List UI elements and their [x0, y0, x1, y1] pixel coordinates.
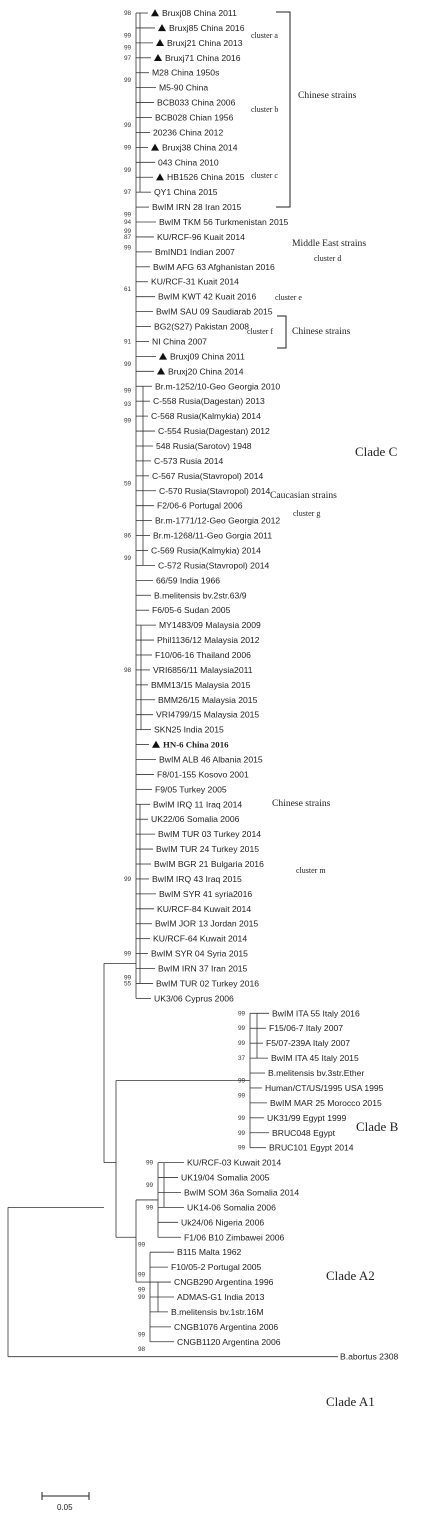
leaf-label: F5/07-239A Italy 2007: [266, 1038, 351, 1049]
leaf-label: BwIM KWT 42 Kuait 2016: [158, 291, 257, 302]
annotation-cluster-f: cluster f: [247, 327, 273, 336]
bootstrap-value: 91: [124, 338, 132, 346]
leaf-label: B.abortus 2308: [340, 1351, 399, 1362]
leaf-label: CNGB290 Argentina 1996: [174, 1277, 274, 1288]
leaf-label: F10/06-16 Thailand 2006: [155, 649, 251, 660]
leaf-label: QY1 China 2015: [154, 187, 218, 198]
annotation-clade-b: Clade B: [356, 1119, 399, 1134]
bootstrap-value: 99: [124, 554, 132, 562]
leaf-label: M5-90 China: [159, 82, 209, 93]
leaf-label: KU/RCF-31 Kuait 2014: [151, 276, 239, 287]
leaf-label: C-569 Rusia(Kalmykia) 2014: [151, 545, 261, 556]
scale-bar: [42, 1492, 89, 1512]
leaf-label: NI China 2007: [152, 336, 207, 347]
leaf-label: C-572 Rusia(Stavropol) 2014: [158, 560, 270, 571]
leaf-label: BwIM AFG 63 Afghanistan 2016: [153, 261, 275, 272]
bootstrap-value: 99: [124, 166, 132, 174]
bootstrap-value: 99: [238, 1077, 246, 1085]
leaf-label: C-568 Rusia(Kalmykia) 2014: [151, 411, 261, 422]
leaf-label: BwIM IRN 37 Iran 2015: [158, 963, 248, 974]
bootstrap-value: 99: [238, 1025, 246, 1033]
triangle-marker: [154, 54, 162, 61]
leaf-label: BwIM SAU 09 Saudiarab 2015: [156, 306, 273, 317]
leaf-label: B115 Malta 1962: [177, 1247, 242, 1258]
annotation-cluster-b: cluster b: [251, 105, 279, 114]
annotation-clade-a2: Clade A2: [326, 1268, 375, 1283]
triangle-marker: [156, 39, 164, 46]
bootstrap-value: 99: [124, 77, 132, 85]
leaf-label: Br.m-1252/10-Geo Georgia 2010: [155, 381, 281, 392]
triangle-marker: [157, 368, 165, 375]
leaf-label: F1/06 B10 Zimbawei 2006: [184, 1232, 285, 1243]
leaf-label: BwIM TUR 24 Turkey 2015: [156, 844, 260, 855]
bootstrap-value: 37: [238, 1055, 246, 1063]
leaf-label: BwIM BGR 21 Bulgaria 2016: [154, 859, 264, 870]
leaf-label: BwIM IRN 28 Iran 2015: [152, 202, 242, 213]
leaf-label: M28 China 1950s: [152, 67, 220, 78]
bootstrap-value: 98: [138, 1346, 146, 1354]
bootstrap-value: 99: [146, 1204, 154, 1212]
annotation-cluster-c: cluster c: [251, 171, 278, 180]
leaf-label: BwIM TUR 02 Turkey 2016: [156, 978, 260, 989]
leaf-label: BwIM SYR 41 syria2016: [159, 888, 253, 899]
leaf-label: Br.m-1771/12-Geo Georgia 2012: [155, 515, 281, 526]
leaf-label: BwIM MAR 25 Morocco 2015: [270, 1097, 382, 1108]
triangle-marker: [152, 741, 160, 748]
leaf-labels: [151, 8, 399, 1362]
bootstrap-value: 87: [124, 233, 132, 241]
bracket-cluster-f: [277, 316, 286, 348]
bootstrap-value: 99: [124, 121, 132, 129]
leaf-label: KU/RCF-03 Kuwait 2014: [187, 1157, 282, 1168]
triangle-marker: [159, 353, 167, 360]
bootstrap-value: 99: [238, 1129, 246, 1137]
leaf-label: 548 Rusia(Sarotov) 1948: [156, 440, 252, 451]
bootstrap-value: 55: [124, 980, 132, 988]
annotation-middle-east: Middle East strains: [292, 238, 367, 249]
leaf-label: Bruxj08 China 2011: [162, 8, 237, 18]
annotation-caucasian: Caucasian strains: [270, 490, 337, 501]
bootstrap-value: 99: [124, 417, 132, 425]
bootstrap-value: 59: [124, 480, 132, 488]
bootstrap-value: 94: [124, 219, 132, 227]
leaf-label: F15/06-7 Italy 2007: [269, 1023, 344, 1034]
leaf-label: C-573 Rusia 2014: [154, 455, 224, 466]
leaf-label: Bruxj85 China 2016: [169, 22, 245, 33]
bootstrap-value: 99: [124, 875, 132, 883]
leaf-label: CNGB1120 Argentina 2006: [177, 1336, 281, 1347]
leaf-label: BwIM JOR 13 Jordan 2015: [155, 918, 259, 929]
annotation-chinese-strains-1: Chinese strains: [298, 90, 357, 101]
leaf-label: Uk24/06 Nigeria 2006: [181, 1217, 265, 1228]
bootstrap-value: 99: [124, 974, 132, 982]
leaf-label: BCB033 China 2006: [157, 97, 236, 108]
bootstrap-value: 98: [124, 10, 132, 17]
leaf-label: BmIND1 Indian 2007: [155, 246, 235, 257]
leaf-label: Bruxj21 China 2013: [167, 37, 243, 48]
bootstrap-value: 99: [238, 1040, 246, 1048]
leaf-label: F10/05-2 Portugal 2005: [171, 1262, 262, 1273]
leaf-label: Bruxj71 China 2016: [165, 52, 241, 63]
leaf-label: B.melitensis bv.3str.Ether: [268, 1068, 365, 1079]
bootstrap-value: 99: [138, 1241, 146, 1249]
leaf-label: Br.m-1268/11-Geo Gorgia 2011: [153, 530, 273, 541]
leaf-label: F9/05 Turkey 2005: [155, 784, 227, 795]
leaf-label: BwIM IRQ 11 Iraq 2014: [153, 799, 243, 810]
leaf-label: UK31/99 Egypt 1999: [267, 1112, 347, 1123]
triangle-marker: [156, 173, 164, 180]
leaf-label: F6/05-6 Sudan 2005: [152, 605, 231, 616]
bootstrap-value: 97: [124, 189, 132, 197]
triangle-marker: [158, 24, 166, 31]
leaf-label: C-558 Rusia(Dagestan) 2013: [153, 396, 265, 407]
leaf-label: UK14-06 Somalia 2006: [187, 1202, 276, 1213]
leaf-label: BRUC048 Egypt: [272, 1127, 336, 1138]
bootstrap-value: 99: [146, 1182, 154, 1190]
bootstrap-value: 99: [238, 1114, 246, 1122]
leaf-label: UK3/06 Cyprus 2006: [154, 993, 234, 1004]
leaf-label: BwIM ITA 45 Italy 2015: [271, 1053, 359, 1064]
leaf-label: UK19/04 Somalia 2005: [181, 1172, 270, 1183]
leaf-label: VRI4799/15 Malaysia 2015: [156, 709, 260, 720]
leaf-label: HN-6 China 2016: [163, 739, 229, 750]
scale-bar-label: 0.05: [57, 1503, 73, 1512]
bootstrap-value: 99: [238, 1092, 246, 1100]
leaf-label: BCB028 Chian 1956: [155, 112, 234, 123]
leaf-label: BwIM ITA 55 Italy 2016: [272, 1008, 360, 1019]
bootstrap-value: 99: [238, 1010, 246, 1018]
leaf-label: SKN25 India 2015: [154, 724, 224, 735]
bootstrap-value: 97: [124, 54, 132, 62]
annotation-cluster-e: cluster e: [275, 293, 302, 302]
leaf-label: BG2(S27) Pakistan 2008: [154, 321, 250, 332]
annotation-cluster-m: cluster m: [296, 866, 326, 875]
leaf-label: 20236 China 2012: [153, 127, 224, 138]
leaf-label: VRI6856/11 Malaysia2011: [153, 664, 253, 675]
bootstrap-value: 99: [138, 1286, 146, 1294]
leaf-label: Bruxj20 China 2014: [168, 366, 244, 377]
annotation-clade-a1: Clade A1: [326, 1394, 375, 1409]
leaf-label: BMM26/15 Malaysia 2015: [158, 694, 258, 705]
leaf-label: UK22/06 Somalia 2006: [151, 814, 240, 825]
bootstrap-value: 99: [124, 227, 132, 235]
leaf-label: CNGB1076 Argentina 2006: [174, 1321, 279, 1332]
leaf-label: KU/RCF-84 Kuwait 2014: [157, 903, 252, 914]
leaf-label: Bruxj38 China 2014: [162, 142, 238, 153]
leaf-label: B.melitensis bv.2str.63/9: [154, 590, 247, 601]
leaf-label: Human/CT/US/1995 USA 1995: [265, 1082, 384, 1093]
leaf-label: BwIM ALB 46 Albania 2015: [159, 754, 263, 765]
triangle-marker: [151, 144, 159, 151]
leaf-label: BRUC101 Egypt 2014: [269, 1142, 354, 1153]
annotation-chinese-strains-3: Chinese strains: [272, 798, 331, 809]
bootstrap-value: 99: [146, 1159, 154, 1167]
triangle-marker: [151, 9, 159, 16]
leaf-label: KU/RCF-64 Kuwait 2014: [153, 933, 248, 944]
bootstrap-value: 99: [124, 244, 132, 252]
leaf-label: 043 China 2010: [158, 157, 219, 168]
annotation-cluster-g: cluster g: [293, 509, 321, 518]
leaf-label: Bruxj09 China 2011: [170, 351, 245, 362]
leaf-label: BwIM TKM 56 Turkmenistan 2015: [159, 217, 289, 228]
bootstrap-value: 93: [124, 401, 132, 409]
leaf-label: Phil1136/12 Malaysia 2012: [157, 635, 260, 646]
bootstrap-value: 99: [238, 1144, 246, 1152]
bootstrap-value: 99: [138, 1293, 146, 1301]
bootstrap-value: 61: [124, 286, 132, 294]
bootstrap-value: 99: [124, 44, 132, 52]
bootstrap-value: 99: [138, 1331, 146, 1339]
leaf-label: C-567 Rusia(Stavropol) 2014: [152, 470, 264, 481]
leaf-label: ADMAS-G1 India 2013: [177, 1291, 265, 1302]
annotation-clade-c: Clade C: [355, 444, 398, 459]
leaf-label: BMM13/15 Malaysia 2015: [151, 679, 251, 690]
leaf-label: 66/59 India 1966: [156, 575, 221, 586]
bootstrap-value: 99: [124, 387, 132, 395]
annotation-cluster-a: cluster a: [251, 31, 278, 40]
annotation-chinese-strains-2: Chinese strains: [292, 326, 351, 337]
bootstrap-value: 99: [124, 950, 132, 958]
bootstrap-value: 86: [124, 532, 132, 540]
leaf-label: C-554 Rusia(Dagestan) 2012: [158, 426, 270, 437]
leaf-label: F8/01-155 Kosovo 2001: [157, 769, 249, 780]
bootstrap-value: 99: [124, 32, 132, 40]
leaf-label: KU/RCF-96 Kuait 2014: [157, 231, 245, 242]
bootstrap-value: 99: [124, 360, 132, 368]
leaf-label: MY1483/09 Malaysia 2009: [159, 620, 261, 631]
leaf-label: BwIM SOM 36a Somalia 2014: [184, 1187, 300, 1198]
bootstrap-value: 98: [124, 666, 132, 674]
leaf-label: C-570 Rusia(Stavropol) 2014: [159, 485, 271, 496]
leaf-label: BwIM SYR 04 Syria 2015: [151, 948, 248, 959]
bootstrap-value: 99: [124, 211, 132, 219]
annotation-cluster-d: cluster d: [314, 254, 342, 263]
leaf-label: HB1526 China 2015: [167, 172, 245, 183]
bootstrap-value: 99: [124, 144, 132, 152]
leaf-label: B.melitensis bv.1str.16M: [171, 1306, 264, 1317]
leaf-label: F2/06-6 Portugal 2006: [157, 500, 243, 511]
bootstrap-value: 99: [138, 1271, 146, 1279]
leaf-label: BwIM TUR 03 Turkey 2014: [158, 829, 262, 840]
leaf-label: BwIM IRQ 43 Iraq 2015: [152, 873, 242, 884]
